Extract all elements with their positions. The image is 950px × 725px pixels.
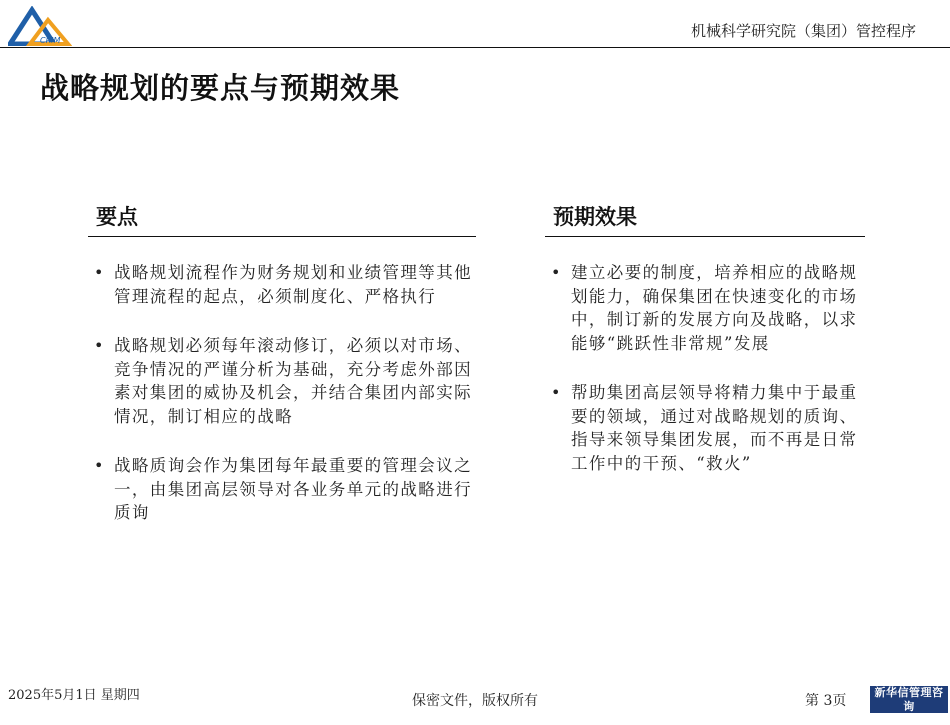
- sinotrust-badge: [870, 686, 948, 724]
- list-item-text: 战略规划必须每年滚动修订，必须以对市场、竞争情况的严谨分析为基础，充分考虑外部因素对集团的威协及机会，并结合集团内部实际情况，制订相应的战略: [114, 336, 472, 426]
- list-item-text: 帮助集团高层领导将精力集中于最重要的领域，通过对战略规划的质询、指导来领导集团发展，而不再是日常工作中的干预、“救火”: [571, 383, 858, 473]
- expected-effects-column: [545, 200, 865, 501]
- logo-text: CRIM: [40, 36, 61, 45]
- list-item-text: 战略规划流程作为财务规划和业绩管理等其他管理流程的起点，必须制度化、严格执行: [114, 263, 472, 306]
- header-title: 机械科学研究院（集团）管控程序: [690, 22, 916, 40]
- key-points-heading: 要点: [96, 204, 138, 229]
- bullet-icon: •: [94, 336, 105, 355]
- expected-effects-list: [545, 261, 865, 475]
- key-points-column: [88, 200, 476, 551]
- badge-english-text: SINOTRUST: [873, 714, 945, 724]
- page-title: 战略规划的要点与预期效果: [40, 71, 401, 105]
- header-divider: [0, 47, 950, 48]
- bullet-icon: •: [551, 263, 562, 282]
- bullet-icon: •: [551, 383, 562, 402]
- bullet-icon: •: [94, 456, 105, 475]
- list-item-text: 建立必要的制度，培养相应的战略规划能力，确保集团在快速变化的市场中，制订新的发展方向及战略，以求能够“跳跃性非常规”发展: [571, 263, 858, 353]
- list-item: [88, 261, 476, 308]
- expected-effects-heading: 预期效果: [553, 204, 637, 229]
- expected-effects-divider: [545, 236, 865, 237]
- list-item: [88, 334, 476, 428]
- footer-date: 2025年5月1日 星期四: [8, 688, 140, 703]
- company-logo: [8, 6, 72, 46]
- list-item-text: 战略质询会作为集团每年最重要的管理会议之一，由集团高层领导对各业务单元的战略进行质询: [114, 456, 472, 522]
- bullet-icon: •: [94, 263, 105, 282]
- list-item: [545, 381, 865, 475]
- list-item: [88, 454, 476, 525]
- logo-triangle-icon: [8, 6, 72, 46]
- page-number: 第 3页: [805, 693, 847, 709]
- badge-chinese-text: 新华信管理咨询: [874, 686, 944, 713]
- footer-confidential: 保密文件，版权所有: [412, 693, 538, 709]
- key-points-list: [88, 261, 476, 525]
- key-points-divider: [88, 236, 476, 237]
- list-item: [545, 261, 865, 355]
